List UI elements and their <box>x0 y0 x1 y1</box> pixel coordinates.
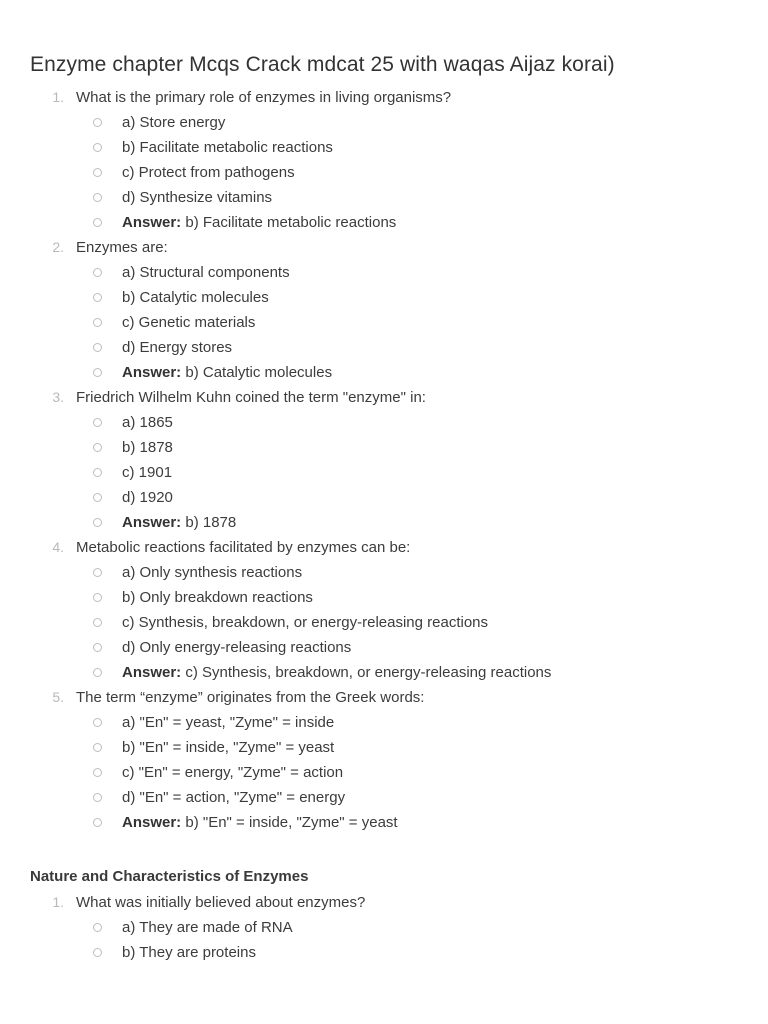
option-text: b) Only breakdown reactions <box>122 589 313 606</box>
option-item <box>0 310 768 335</box>
option-text: a) They are made of RNA <box>122 919 293 936</box>
question-number: 3. <box>52 389 64 405</box>
option-list <box>0 110 768 235</box>
option-text: b) Facilitate metabolic reactions <box>122 139 333 156</box>
option-list <box>0 915 768 965</box>
option-text: b) They are proteins <box>122 944 256 961</box>
option-list <box>0 560 768 685</box>
mcq-list-section-2 <box>0 890 768 965</box>
question-text: Enzymes are: <box>76 239 168 256</box>
question-item <box>0 235 768 385</box>
option-list <box>0 410 768 535</box>
answer-label: Answer: <box>122 814 182 831</box>
option-item <box>0 485 768 510</box>
option-item <box>0 635 768 660</box>
question-line <box>0 385 768 410</box>
option-text: b) "En" = inside, "Zyme" = yeast <box>122 739 335 756</box>
circle-bullet-icon <box>93 268 102 277</box>
option-text: a) 1865 <box>122 414 173 431</box>
option-item <box>0 915 768 940</box>
circle-bullet-icon <box>93 568 102 577</box>
question-line <box>0 535 768 560</box>
option-text: b) Catalytic molecules <box>122 289 269 306</box>
answer-text <box>122 360 332 385</box>
circle-bullet-icon <box>93 743 102 752</box>
option-text: b) 1878 <box>122 439 173 456</box>
question-number: 1. <box>52 894 64 910</box>
circle-bullet-icon <box>93 418 102 427</box>
mcq-list <box>0 85 768 835</box>
option-text: c) Synthesis, breakdown, or energy-releasing reactions <box>122 614 489 631</box>
circle-bullet-icon <box>93 948 102 957</box>
circle-bullet-icon <box>93 768 102 777</box>
question-text: What is the primary role of enzymes in living organisms? <box>76 89 452 106</box>
option-item <box>0 260 768 285</box>
answer-item <box>0 510 768 535</box>
question-item <box>0 685 768 835</box>
option-item <box>0 940 768 965</box>
circle-bullet-icon <box>93 168 102 177</box>
question-line <box>0 890 768 915</box>
answer-value: b) 1878 <box>185 514 237 531</box>
circle-bullet-icon <box>93 368 102 377</box>
question-text: Metabolic reactions facilitated by enzymes can be: <box>76 539 411 556</box>
question-line <box>0 235 768 260</box>
option-item <box>0 285 768 310</box>
answer-value: b) "En" = inside, "Zyme" = yeast <box>185 814 398 831</box>
circle-bullet-icon <box>93 593 102 602</box>
question-text: Friedrich Wilhelm Kuhn coined the term "enzyme" in: <box>76 389 426 406</box>
option-text: d) Synthesize vitamins <box>122 189 273 206</box>
answer-text <box>122 660 551 685</box>
circle-bullet-icon <box>93 118 102 127</box>
question-text: The term “enzyme” originates from the Greek words: <box>76 689 425 706</box>
question-text: What was initially believed about enzymes? <box>76 894 366 911</box>
circle-bullet-icon <box>93 618 102 627</box>
question-number: 5. <box>52 689 64 705</box>
question-item <box>0 85 768 235</box>
circle-bullet-icon <box>93 518 102 527</box>
circle-bullet-icon <box>93 643 102 652</box>
option-item <box>0 585 768 610</box>
answer-value: c) Synthesis, breakdown, or energy-releasing reactions <box>185 664 552 681</box>
circle-bullet-icon <box>93 493 102 502</box>
circle-bullet-icon <box>93 343 102 352</box>
circle-bullet-icon <box>93 718 102 727</box>
question-line <box>0 85 768 110</box>
option-text: d) "En" = action, "Zyme" = energy <box>122 789 346 806</box>
answer-value: b) Facilitate metabolic reactions <box>185 214 397 231</box>
circle-bullet-icon <box>93 318 102 327</box>
option-item <box>0 760 768 785</box>
answer-value: b) Catalytic molecules <box>185 364 333 381</box>
option-item <box>0 135 768 160</box>
answer-label: Answer: <box>122 514 182 531</box>
question-number: 2. <box>52 239 64 255</box>
circle-bullet-icon <box>93 193 102 202</box>
answer-label: Answer: <box>122 364 182 381</box>
option-item <box>0 735 768 760</box>
option-list <box>0 260 768 385</box>
option-text: a) Store energy <box>122 114 226 131</box>
option-text: d) Energy stores <box>122 339 233 356</box>
option-item <box>0 410 768 435</box>
answer-text <box>122 510 236 535</box>
option-text: c) "En" = energy, "Zyme" = action <box>122 764 344 781</box>
option-text: a) "En" = yeast, "Zyme" = inside <box>122 714 335 731</box>
circle-bullet-icon <box>93 793 102 802</box>
option-text: a) Structural components <box>122 264 290 281</box>
option-item <box>0 460 768 485</box>
option-text: c) 1901 <box>122 464 173 481</box>
option-item <box>0 610 768 635</box>
option-text: d) Only energy-releasing reactions <box>122 639 352 656</box>
option-item <box>0 785 768 810</box>
option-item <box>0 335 768 360</box>
answer-item <box>0 660 768 685</box>
option-text: c) Genetic materials <box>122 314 256 331</box>
option-list <box>0 710 768 835</box>
option-text: a) Only synthesis reactions <box>122 564 303 581</box>
option-item <box>0 560 768 585</box>
option-item <box>0 435 768 460</box>
answer-text <box>122 810 398 835</box>
answer-text <box>122 210 396 235</box>
circle-bullet-icon <box>93 218 102 227</box>
circle-bullet-icon <box>93 818 102 827</box>
answer-label: Answer: <box>122 214 182 231</box>
option-item <box>0 110 768 135</box>
option-item <box>0 160 768 185</box>
option-item <box>0 185 768 210</box>
question-number: 1. <box>52 89 64 105</box>
circle-bullet-icon <box>93 443 102 452</box>
question-line <box>0 685 768 710</box>
question-number: 4. <box>52 539 64 555</box>
answer-item <box>0 810 768 835</box>
answer-item <box>0 210 768 235</box>
option-text: c) Protect from pathogens <box>122 164 295 181</box>
option-item <box>0 710 768 735</box>
question-item <box>0 535 768 685</box>
answer-item <box>0 360 768 385</box>
document-title: Enzyme chapter Mcqs Crack mdcat 25 with waqas Aijaz korai) <box>30 53 615 76</box>
question-item <box>0 890 768 965</box>
section-heading: Nature and Characteristics of Enzymes <box>30 868 309 885</box>
question-item <box>0 385 768 535</box>
option-text: d) 1920 <box>122 489 173 506</box>
circle-bullet-icon <box>93 143 102 152</box>
circle-bullet-icon <box>93 293 102 302</box>
circle-bullet-icon <box>93 668 102 677</box>
circle-bullet-icon <box>93 923 102 932</box>
answer-label: Answer: <box>122 664 182 681</box>
circle-bullet-icon <box>93 468 102 477</box>
